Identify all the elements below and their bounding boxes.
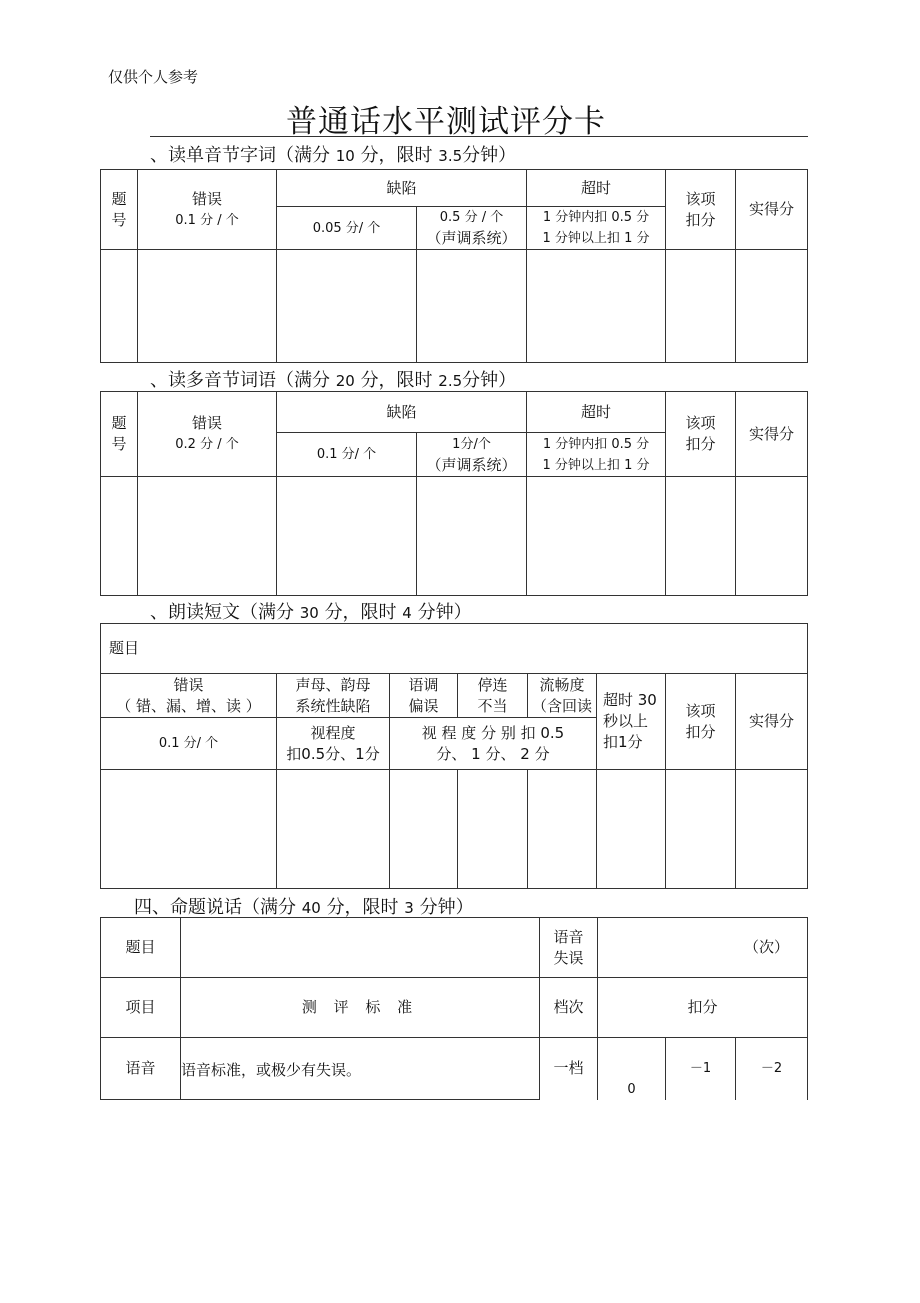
entry-cell[interactable] bbox=[417, 250, 527, 363]
row-label: 语音 bbox=[101, 1038, 181, 1100]
section4-time-limit: 3 bbox=[404, 899, 414, 917]
entry-cell[interactable] bbox=[666, 250, 736, 363]
entry-cell[interactable] bbox=[138, 477, 277, 596]
times-unit: （次） bbox=[744, 938, 790, 956]
page-title: 普通话水平测试评分卡 bbox=[286, 104, 606, 140]
topic-label: 题目 bbox=[109, 639, 140, 657]
entry-cell[interactable] bbox=[666, 477, 736, 596]
entry-cell[interactable] bbox=[101, 250, 138, 363]
col-defect-b: 1分/个 （声调系统） bbox=[417, 433, 527, 477]
col-error-rate: 0.1 分/ 个 bbox=[101, 718, 277, 770]
section1-full-score: 10 bbox=[335, 147, 355, 165]
section3-mid: 分，限时 bbox=[324, 602, 397, 623]
section2-time-limit: 2.5 bbox=[438, 372, 463, 390]
section1-heading bbox=[150, 141, 516, 167]
col-deduct-header: 该项 扣分 bbox=[666, 170, 736, 250]
entry-cell[interactable] bbox=[417, 477, 527, 596]
section2-full-score: 20 bbox=[335, 372, 355, 390]
entry-cell[interactable] bbox=[597, 770, 666, 889]
criteria-header: 测 评 标 准 bbox=[181, 978, 540, 1038]
deduct-option-2[interactable]: －2 bbox=[736, 1038, 808, 1100]
entry-cell[interactable] bbox=[101, 770, 277, 889]
deduct-option-1[interactable]: －1 bbox=[666, 1038, 736, 1100]
col-deduct-header: 该项 扣分 bbox=[666, 392, 736, 477]
title-underline bbox=[150, 136, 808, 137]
section3-time-limit: 4 bbox=[402, 604, 412, 622]
col-overtime-header: 超时 bbox=[527, 392, 666, 433]
entry-cell[interactable] bbox=[666, 770, 736, 889]
col-defect-b: 0.5 分 / 个 （声调系统） bbox=[417, 207, 527, 250]
entry-cell[interactable] bbox=[527, 477, 666, 596]
entry-cell[interactable] bbox=[736, 770, 808, 889]
section2-table bbox=[100, 391, 808, 596]
section3-suffix: 分钟） bbox=[417, 602, 472, 623]
col-error-header: 错误 0.2 分 / 个 bbox=[138, 392, 277, 477]
col-defect-header: 缺陷 bbox=[277, 392, 527, 433]
col-defect-a: 0.1 分/ 个 bbox=[277, 433, 417, 477]
entry-cell[interactable] bbox=[528, 770, 597, 889]
row-description: 语音标准，或极少有失误。 bbox=[181, 1038, 540, 1100]
col-overtime-detail: 1 分钟内扣 0.5 分 1 分钟以上扣 1 分 bbox=[527, 207, 666, 250]
section2-title-prefix: 、读多音节词语（满分 bbox=[150, 370, 330, 391]
entry-cell[interactable] bbox=[736, 477, 808, 596]
section3-title-prefix: 、朗读短文（满分 bbox=[150, 602, 294, 623]
grade-header: 档次 bbox=[540, 978, 598, 1038]
col-deduct-header: 该项 扣分 bbox=[666, 674, 736, 770]
speech-error-count[interactable] bbox=[598, 918, 808, 978]
section3-table bbox=[100, 623, 808, 889]
section2-heading bbox=[150, 366, 516, 392]
section4-mid: 分，限时 bbox=[326, 897, 399, 918]
section3-topic-cell[interactable] bbox=[101, 624, 808, 674]
entry-cell[interactable] bbox=[138, 250, 277, 363]
entry-cell[interactable] bbox=[390, 770, 458, 889]
section1-mid: 分，限时 bbox=[360, 145, 433, 166]
section4-suffix: 分钟） bbox=[419, 897, 474, 918]
col-score-header: 实得分 bbox=[736, 170, 808, 250]
entry-cell[interactable] bbox=[527, 250, 666, 363]
section1-table bbox=[100, 169, 808, 363]
col-no-header: 题 号 bbox=[101, 392, 138, 477]
deduct-header: 扣分 bbox=[598, 978, 808, 1038]
section2-suffix: 分钟） bbox=[462, 370, 517, 391]
entry-cell[interactable] bbox=[277, 770, 390, 889]
col-initials-rate: 视程度 扣0.5分、1分 bbox=[277, 718, 390, 770]
col-defect-a: 0.05 分/ 个 bbox=[277, 207, 417, 250]
speech-error-label: 语音 失误 bbox=[540, 918, 598, 978]
col-defect-header: 缺陷 bbox=[277, 170, 527, 207]
section3-heading bbox=[150, 598, 472, 624]
entry-cell[interactable] bbox=[277, 250, 417, 363]
col-overtime-header: 超时 30 秒以上 扣1分 bbox=[597, 674, 666, 770]
deduct-option-0[interactable]: 0 bbox=[598, 1038, 666, 1100]
col-no-header: 题 号 bbox=[101, 170, 138, 250]
col-overtime-detail: 1 分钟内扣 0.5 分 1 分钟以上扣 1 分 bbox=[527, 433, 666, 477]
item-header: 项目 bbox=[101, 978, 181, 1038]
section2-mid: 分，限时 bbox=[360, 370, 433, 391]
col-mid-rate: 视 程 度 分 别 扣 0.5 分、 1 分、 2 分 bbox=[390, 718, 597, 770]
section3-full-score: 30 bbox=[299, 604, 319, 622]
col-score-header: 实得分 bbox=[736, 392, 808, 477]
row-grade: 一档 bbox=[540, 1038, 598, 1100]
col-fluency-header: 流畅度 （含回读 bbox=[528, 674, 597, 718]
col-initials-header: 声母、韵母 系统性缺陷 bbox=[277, 674, 390, 718]
reference-note: 仅供个人参考 bbox=[108, 68, 199, 86]
entry-cell[interactable] bbox=[458, 770, 528, 889]
col-tone-header: 语调 偏误 bbox=[390, 674, 458, 718]
col-pause-header: 停连 不当 bbox=[458, 674, 528, 718]
entry-cell[interactable] bbox=[101, 477, 138, 596]
col-error-header: 错误 （ 错、漏、增、读 ） bbox=[101, 674, 277, 718]
topic-label-cell: 题目 bbox=[101, 918, 181, 978]
section1-title-prefix: 、读单音节字词（满分 bbox=[150, 145, 330, 166]
col-overtime-header: 超时 bbox=[527, 170, 666, 207]
entry-cell[interactable] bbox=[736, 250, 808, 363]
entry-cell[interactable] bbox=[277, 477, 417, 596]
col-score-header: 实得分 bbox=[736, 674, 808, 770]
section1-suffix: 分钟） bbox=[462, 145, 517, 166]
section4-table bbox=[100, 917, 808, 1100]
section4-full-score: 40 bbox=[301, 899, 321, 917]
section1-time-limit: 3.5 bbox=[438, 147, 463, 165]
section4-title-prefix: 四、命题说话（满分 bbox=[134, 897, 296, 918]
section4-heading bbox=[134, 893, 474, 919]
col-error-header: 错误 0.1 分 / 个 bbox=[138, 170, 277, 250]
topic-entry-cell[interactable] bbox=[181, 918, 540, 978]
